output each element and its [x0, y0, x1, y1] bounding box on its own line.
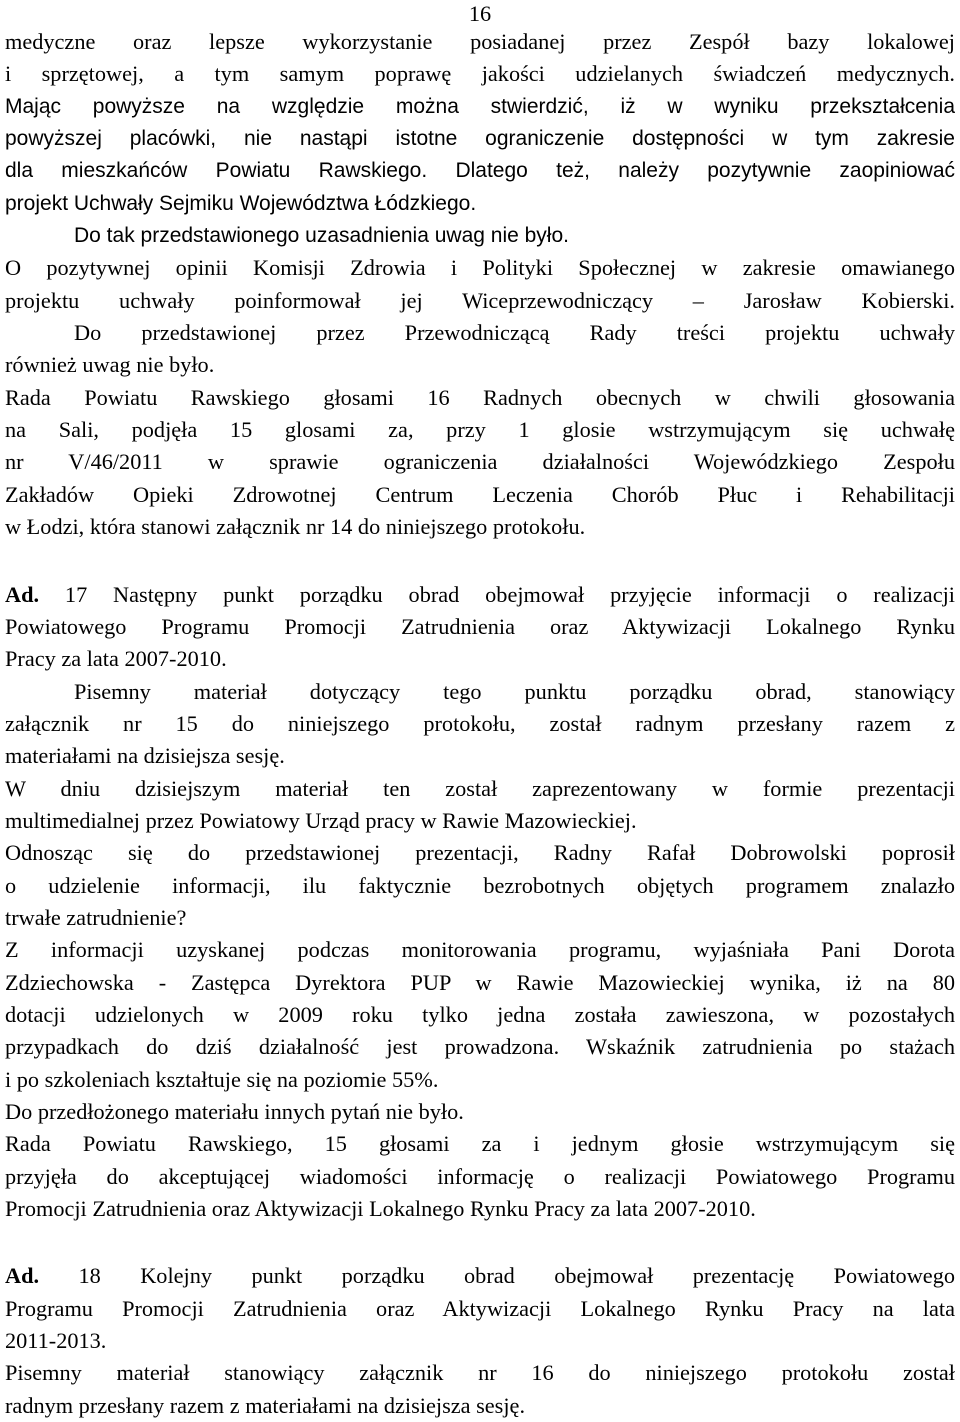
text-line-content: i sprzętowej, a tym samym poprawę jakości udzielanych świadczeń medycznych. — [5, 61, 955, 87]
text-line-content: Do przedstawionej przez Przewodniczącą Rady treści projektu uchwały — [74, 320, 955, 346]
text-line — [5, 967, 955, 999]
text-line-content: radnym przesłany razem z materiałami na dzisiejsza sesję. — [5, 1392, 526, 1418]
paragraph-gap — [5, 1225, 955, 1260]
text-line — [5, 511, 955, 543]
text-line-content: Z informacji uzyskanej podczas monitorowania programu, wyjaśniała Pani Dorota — [5, 937, 955, 963]
text-line — [5, 1325, 955, 1357]
text-line — [5, 902, 955, 934]
text-line-content: Mając powyższe na względzie można stwierdzić, iż w wyniku przekształcenia — [5, 94, 955, 118]
text-line-content: W dniu dzisiejszym materiał ten został zaprezentowany w formie prezentacji — [5, 775, 955, 801]
text-line — [5, 708, 955, 740]
text-line-content: 18 Kolejny punkt porządku obrad obejmował prezentację Powiatowego — [39, 1263, 955, 1289]
text-line-content: Promocji Zatrudnienia oraz Aktywizacji Lokalnego Rynku Pracy za lata 2007-2010. — [5, 1196, 756, 1222]
text-line-content: załącznik nr 15 do niniejszego protokołu, został radnym przesłany razem z — [5, 710, 955, 736]
text-line-content: projektu uchwały poinformował jej Wiceprzewodniczący – Jarosław Kobierski. — [5, 287, 955, 313]
text-line — [5, 317, 955, 349]
text-line-content: w Łodzi, która stanowi załącznik nr 14 do niniejszego protokołu. — [5, 514, 586, 540]
text-line-content: Do przedłożonego materiału innych pytań nie było. — [5, 1099, 464, 1124]
text-line-content: Pisemny materiał stanowiący załącznik nr 16 do niniejszego protokołu został — [5, 1360, 955, 1386]
text-line-content: Do tak przedstawionego uzasadnienia uwag nie było. — [74, 224, 569, 248]
text-line — [5, 1293, 955, 1325]
text-line-content: materiałami na dzisiejsza sesję. — [5, 743, 285, 769]
text-line-content: również uwag nie było. — [5, 352, 215, 378]
text-line-content: przyjęła do akceptującej wiadomości informację o realizacji Powiatowego Programu — [5, 1163, 955, 1189]
text-line — [5, 740, 955, 772]
text-line-content: medyczne oraz lepsze wykorzystanie posiadanej przez Zespół bazy lokalowej — [5, 29, 955, 54]
text-line — [5, 934, 955, 966]
text-line — [5, 91, 955, 123]
page-number: 16 — [468, 1, 492, 26]
text-line-content: Pisemny materiał dotyczący tego punktu porządku obrad, stanowiący — [74, 678, 955, 704]
text-line — [5, 1064, 955, 1096]
text-line — [5, 1193, 955, 1225]
text-line-content: Pracy za lata 2007-2010. — [5, 646, 227, 672]
text-line-content: przypadkach do dziś działalność jest prowadzona. Wskaźnik zatrudnienia po stażach — [5, 1034, 955, 1060]
text-line — [5, 123, 955, 155]
text-line — [5, 58, 955, 90]
paragraph-gap — [5, 544, 955, 579]
text-line-content: o udzielenie informacji, ilu faktycznie bezrobotnych objętych programem znalazło — [5, 872, 955, 898]
text-line — [5, 805, 955, 837]
text-line-content: Rada Powiatu Rawskiego, 15 głosami za i jednym głosie wstrzymującym się — [5, 1131, 955, 1157]
text-line-content: dotacji udzielonych w 2009 roku tylko jedna została zawieszona, w pozostałych — [5, 1001, 955, 1027]
text-line — [5, 1128, 955, 1160]
text-line — [5, 676, 955, 708]
text-line — [5, 26, 955, 58]
text-line-content: powyższej placówki, nie nastąpi istotne ograniczenie dostępności w tym zakresie — [5, 127, 955, 151]
text-line-content: Zakładów Opieki Zdrowotnej Centrum Leczenia Chorób Płuc i Rehabilitacji — [5, 481, 955, 507]
text-line — [5, 1390, 955, 1422]
text-line — [5, 155, 955, 187]
text-line — [5, 1031, 955, 1063]
text-line-content: multimedialnej przez Powiatowy Urząd pracy w Rawie Mazowieckiej. — [5, 807, 637, 833]
text-line — [5, 382, 955, 414]
text-line — [5, 773, 955, 805]
text-line-content: nr V/46/2011 w sprawie ograniczenia działalności Wojewódzkiego Zespołu — [5, 449, 955, 475]
text-line — [5, 446, 955, 478]
text-line-content: projekt Uchwały Sejmiku Województwa Łódzkiego. — [5, 191, 477, 215]
text-line-content: 17 Następny punkt porządku obrad obejmował przyjęcie informacji o realizacji — [39, 581, 955, 607]
text-line-content: Zdziechowska - Zastępca Dyrektora PUP w Rawie Mazowieckiej wynika, iż na 80 — [5, 969, 955, 995]
text-line — [5, 1096, 955, 1128]
text-line — [5, 837, 955, 869]
text-line-content: Rada Powiatu Rawskiego głosami 16 Radnych obecnych w chwili głosowania — [5, 384, 955, 410]
text-line — [5, 188, 955, 220]
text-line — [5, 479, 955, 511]
text-line — [5, 870, 955, 902]
text-line — [5, 999, 955, 1031]
text-line — [5, 349, 955, 381]
text-line — [5, 252, 955, 284]
text-line — [5, 285, 955, 317]
text-line — [5, 611, 955, 643]
text-line — [5, 643, 955, 675]
text-line — [5, 579, 955, 611]
agenda-item-label: Ad. — [5, 1263, 40, 1289]
text-line-content: dla mieszkańców Powiatu Rawskiego. Dlatego też, należy pozytywnie zaopiniować — [5, 159, 955, 183]
text-line — [5, 414, 955, 446]
text-line-content: Powiatowego Programu Promocji Zatrudnienia oraz Aktywizacji Lokalnego Rynku — [5, 613, 955, 639]
text-line-content: 2011-2013. — [5, 1328, 107, 1354]
text-line — [5, 1260, 955, 1292]
text-line — [5, 1161, 955, 1193]
text-line-content: i po szkoleniach kształtuje się na poziomie 55%. — [5, 1066, 439, 1092]
document-body — [5, 26, 955, 1422]
text-line-content: Odnosząc się do przedstawionej prezentacji, Radny Rafał Dobrowolski poprosił — [5, 840, 955, 866]
text-line-content: trwałe zatrudnienie? — [5, 904, 187, 930]
text-line — [5, 1357, 955, 1389]
agenda-item-label: Ad. — [5, 581, 40, 607]
text-line — [5, 220, 955, 252]
text-line-content: Programu Promocji Zatrudnienia oraz Aktywizacji Lokalnego Rynku Pracy na lata — [5, 1295, 955, 1321]
text-line-content: O pozytywnej opinii Komisji Zdrowia i Polityki Społecznej w zakresie omawianego — [5, 255, 955, 281]
text-line-content: na Sali, podjęła 15 glosami za, przy 1 glosie wstrzymującym się uchwałę — [5, 417, 955, 443]
